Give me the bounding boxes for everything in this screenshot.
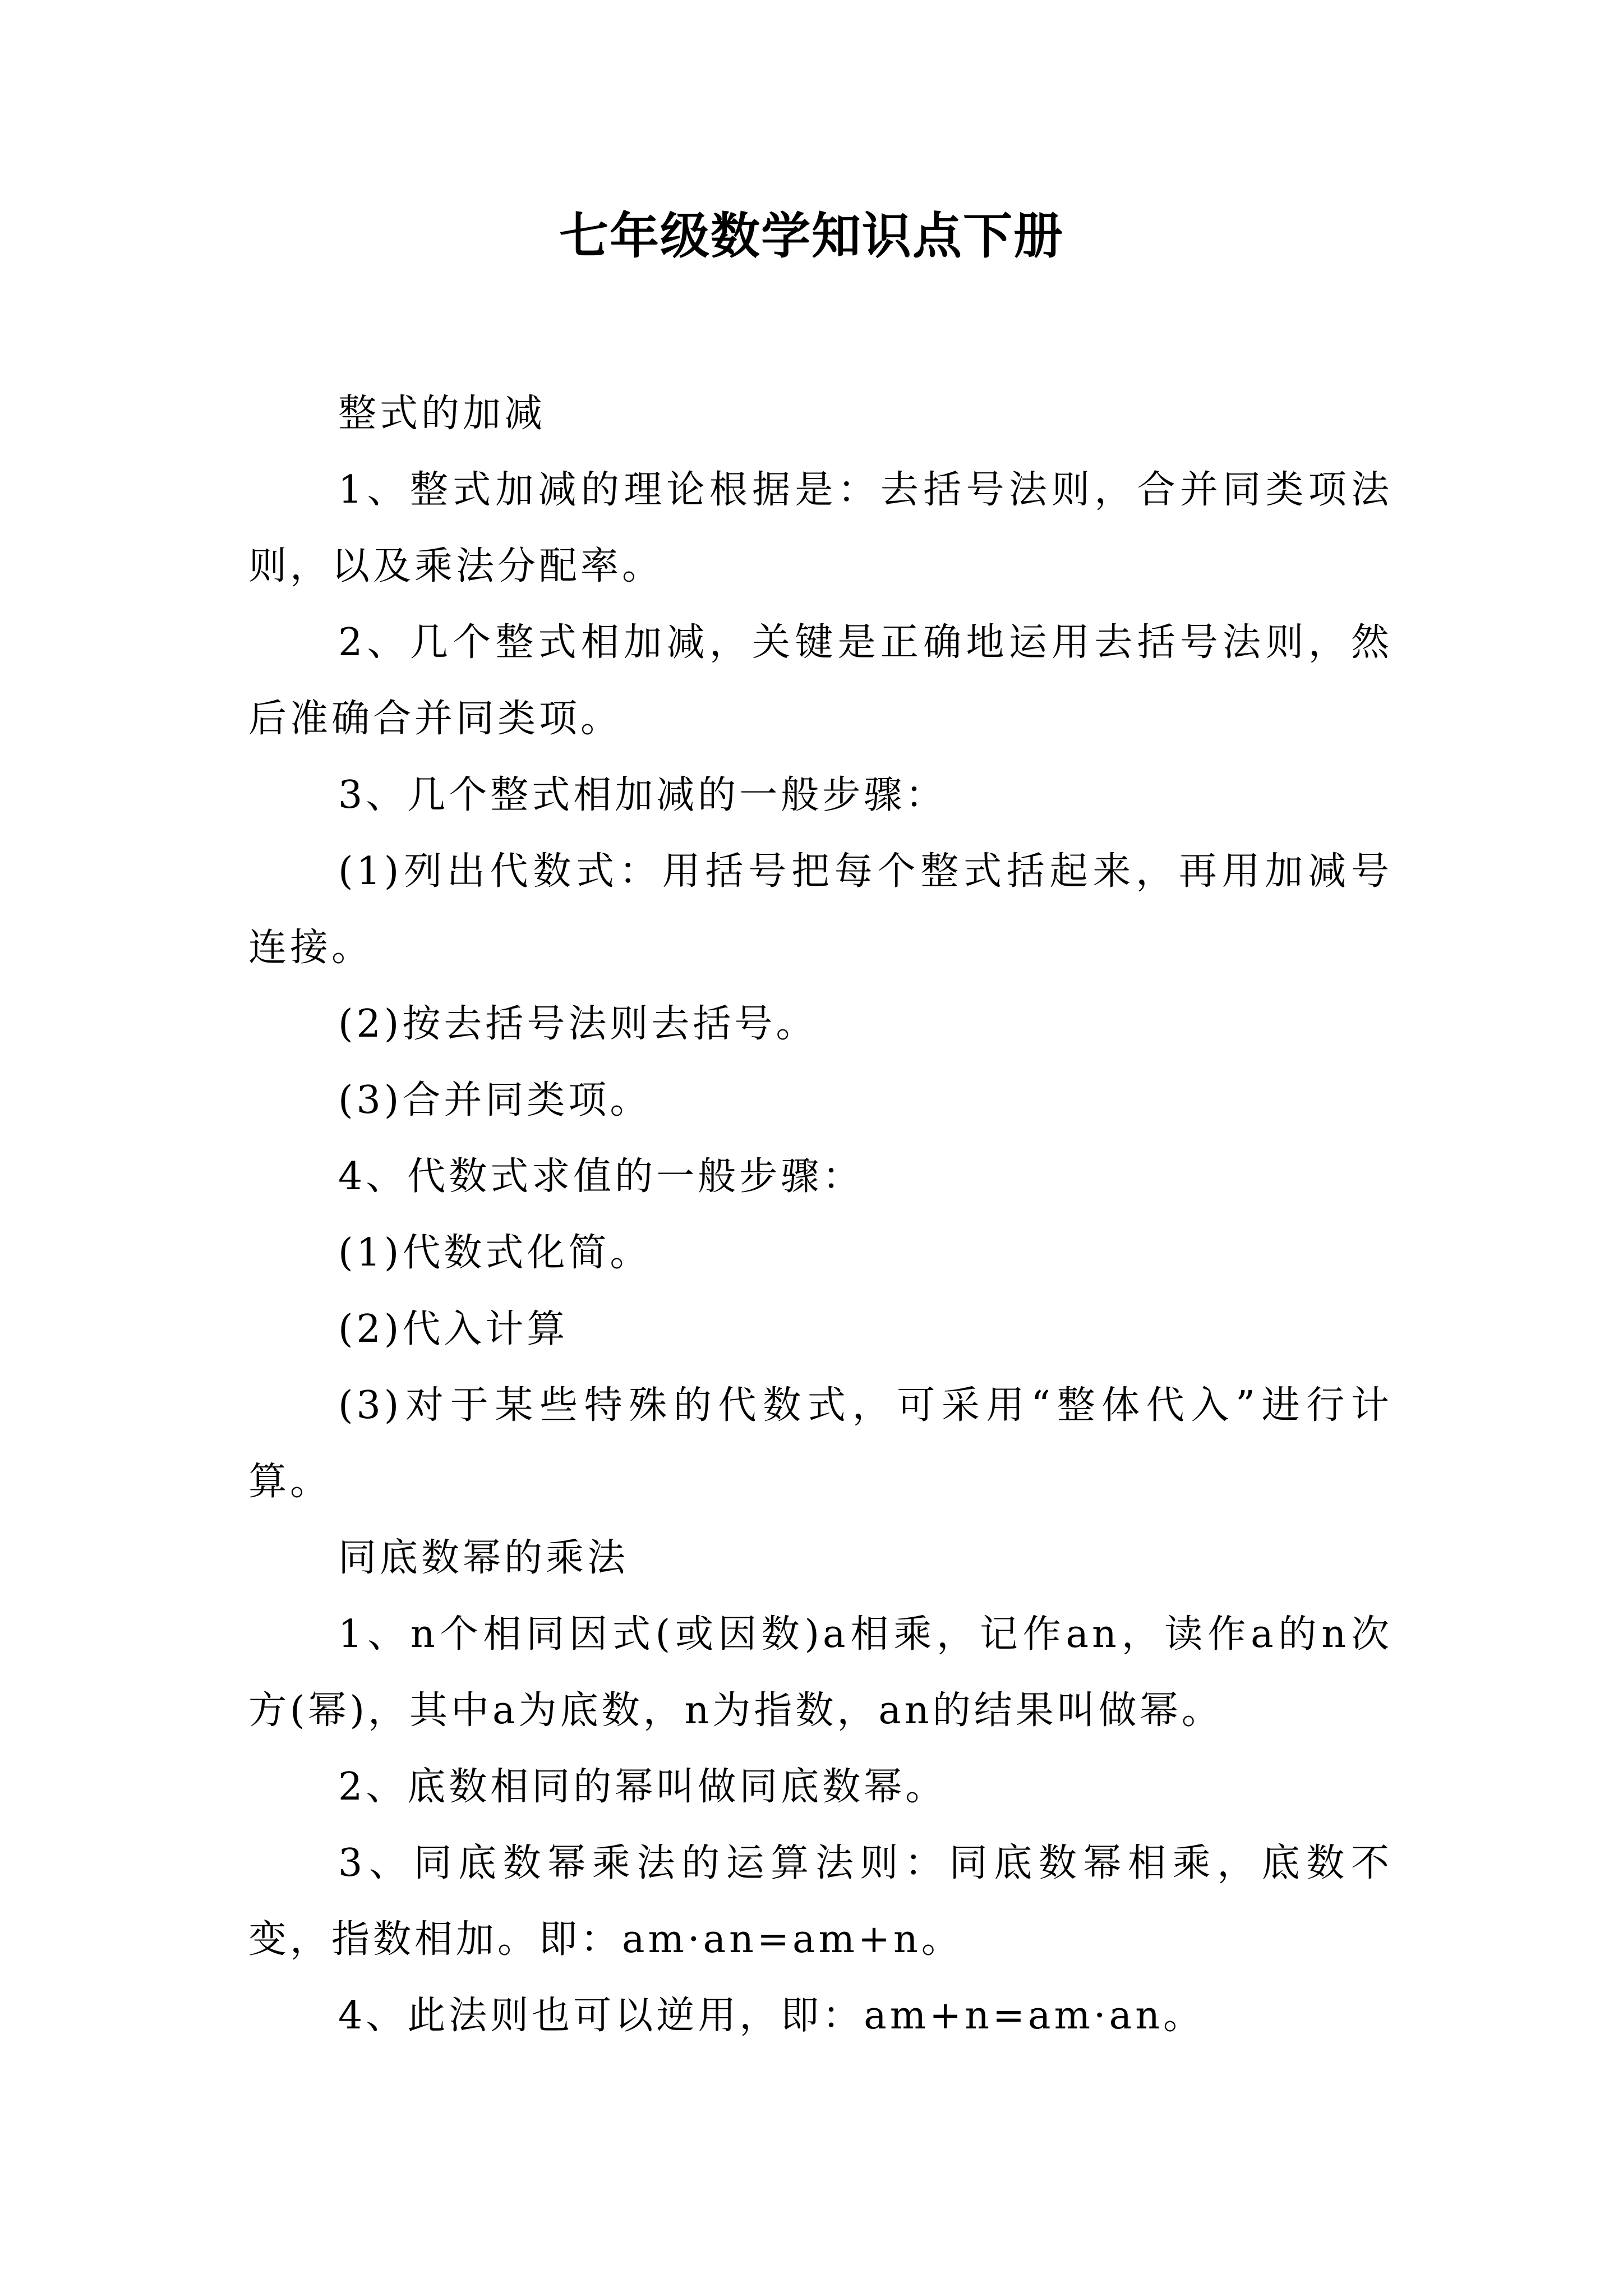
document-title: 七年级数学知识点下册 bbox=[559, 206, 1064, 265]
paragraph: 2、底数相同的幂叫做同底数幂。 bbox=[338, 1765, 947, 1809]
document-body bbox=[248, 376, 1393, 2054]
paragraph: (1)列出代数式：用括号把每个整式括起来，再用加减号连接。 bbox=[248, 849, 1393, 970]
paragraph: 3、同底数幂乘法的运算法则：同底数幂相乘，底数不变，指数相加。即：am·an=am+n。 bbox=[248, 1841, 1393, 1962]
paragraph: (2)按去括号法则去括号。 bbox=[338, 1002, 818, 1046]
paragraph: 4、此法则也可以逆用，即：am+n=am·an。 bbox=[338, 1994, 1205, 2038]
paragraph: 3、几个整式相加减的一般步骤： bbox=[338, 773, 947, 817]
section-heading-power-multiplication: 同底数幂的乘法 bbox=[338, 1536, 629, 1580]
paragraph: (1)代数式化简。 bbox=[338, 1231, 652, 1275]
paragraph: (3)对于某些特殊的代数式，可采用“整体代入”进行计算。 bbox=[248, 1383, 1393, 1504]
paragraph: 2、几个整式相加减，关键是正确地运用去括号法则，然后准确合并同类项。 bbox=[248, 620, 1393, 741]
paragraph: (2)代入计算 bbox=[338, 1307, 569, 1351]
section-heading-polynomial-add-subtract: 整式的加减 bbox=[338, 392, 546, 436]
paragraph: 1、n个相同因式(或因数)a相乘，记作an，读作a的n次方(幂)，其中a为底数，n为指数，an的结果叫做幂。 bbox=[248, 1612, 1393, 1733]
paragraph: 4、代数式求值的一般步骤： bbox=[338, 1154, 864, 1199]
paragraph: 1、整式加减的理论根据是：去括号法则，合并同类项法则，以及乘法分配率。 bbox=[248, 468, 1393, 588]
paragraph: (3)合并同类项。 bbox=[338, 1078, 652, 1122]
